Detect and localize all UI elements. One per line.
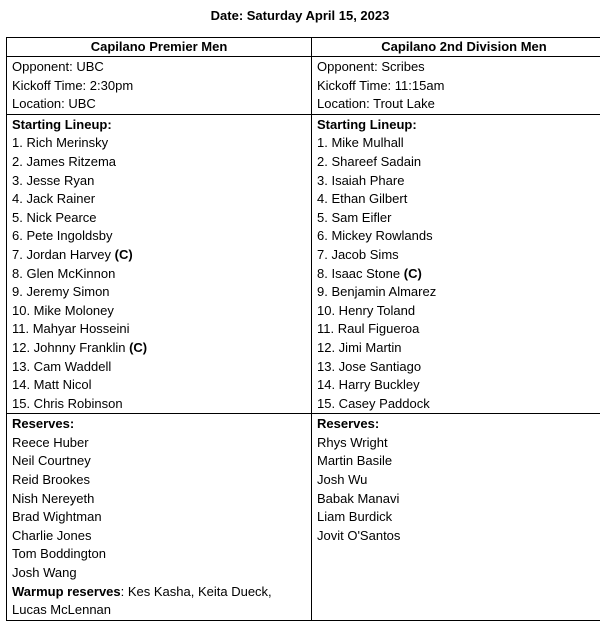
starting-lineup-2nd-division xyxy=(312,114,600,414)
warmup-reserves-label: Warmup reserves xyxy=(12,584,121,599)
player-item: 3. Jesse Ryan xyxy=(12,172,306,191)
reserve-item: Reece Huber xyxy=(12,434,306,453)
warmup-reserves-names: : Kes Kasha, Keita Dueck, Lucas McLennan xyxy=(12,584,272,618)
captain-badge: (C) xyxy=(115,247,133,262)
player-item: 3. Isaiah Phare xyxy=(317,172,600,191)
captain-badge: (C) xyxy=(404,266,422,281)
reserve-item: Martin Basile xyxy=(317,452,600,471)
player-item: 15. Chris Robinson xyxy=(12,395,306,414)
kickoff-text: Kickoff Time: 11:15am xyxy=(317,77,600,96)
player-item: 7. Jacob Sims xyxy=(317,246,600,265)
reserve-item: Neil Courtney xyxy=(12,452,306,471)
reserve-item: Charlie Jones xyxy=(12,527,306,546)
reserve-item: Reid Brookes xyxy=(12,471,306,490)
starting-lineup-label: Starting Lineup: xyxy=(12,116,306,135)
player-item: 15. Casey Paddock xyxy=(317,395,600,414)
reserves-label: Reserves: xyxy=(12,415,306,434)
reserve-item: Brad Wightman xyxy=(12,508,306,527)
lineup-table xyxy=(6,37,600,621)
reserve-item: Tom Boddington xyxy=(12,545,306,564)
reserve-item: Rhys Wright xyxy=(317,434,600,453)
reserves-premier xyxy=(7,414,312,621)
reserve-item: Babak Manavi xyxy=(317,490,600,509)
player-item: 5. Nick Pearce xyxy=(12,209,306,228)
player-item: 6. Mickey Rowlands xyxy=(317,227,600,246)
page-title: Date: Saturday April 15, 2023 xyxy=(0,8,600,23)
player-item: 5. Sam Eifler xyxy=(317,209,600,228)
match-info-2nd-division xyxy=(312,57,600,115)
player-item: 12. Johnny Franklin (C) xyxy=(12,339,306,358)
reserve-item: Josh Wang xyxy=(12,564,306,583)
player-item: 14. Matt Nicol xyxy=(12,376,306,395)
reserve-item: Liam Burdick xyxy=(317,508,600,527)
player-item: 7. Jordan Harvey (C) xyxy=(12,246,306,265)
player-item: 4. Ethan Gilbert xyxy=(317,190,600,209)
player-item: 10. Mike Moloney xyxy=(12,302,306,321)
reserve-item: Jovit O'Santos xyxy=(317,527,600,546)
starting-lineup-label: Starting Lineup: xyxy=(317,116,600,135)
player-item: 9. Jeremy Simon xyxy=(12,283,306,302)
opponent-text: Opponent: UBC xyxy=(12,58,306,77)
player-item: 8. Isaac Stone (C) xyxy=(317,265,600,284)
player-item: 1. Rich Merinsky xyxy=(12,134,306,153)
team-name-2nd-division: Capilano 2nd Division Men xyxy=(312,38,600,57)
location-text: Location: UBC xyxy=(12,95,306,114)
reserve-item: Nish Nereyeth xyxy=(12,490,306,509)
player-item: 9. Benjamin Almarez xyxy=(317,283,600,302)
player-item: 4. Jack Rainer xyxy=(12,190,306,209)
reserves-label: Reserves: xyxy=(317,415,600,434)
player-item: 2. Shareef Sadain xyxy=(317,153,600,172)
warmup-reserves xyxy=(12,583,306,620)
player-item: 2. James Ritzema xyxy=(12,153,306,172)
reserves-2nd-division xyxy=(312,414,600,621)
player-item: 6. Pete Ingoldsby xyxy=(12,227,306,246)
player-item: 12. Jimi Martin xyxy=(317,339,600,358)
player-item: 13. Jose Santiago xyxy=(317,358,600,377)
match-info-row xyxy=(7,57,600,115)
reserve-item: Josh Wu xyxy=(317,471,600,490)
player-item: 11. Mahyar Hosseini xyxy=(12,320,306,339)
player-item: 13. Cam Waddell xyxy=(12,358,306,377)
starting-lineup-premier xyxy=(7,114,312,414)
captain-badge: (C) xyxy=(129,340,147,355)
opponent-text: Opponent: Scribes xyxy=(317,58,600,77)
player-item: 8. Glen McKinnon xyxy=(12,265,306,284)
player-item: 1. Mike Mulhall xyxy=(317,134,600,153)
player-item: 10. Henry Toland xyxy=(317,302,600,321)
starting-lineup-row xyxy=(7,114,600,414)
kickoff-text: Kickoff Time: 2:30pm xyxy=(12,77,306,96)
team-header-row xyxy=(7,38,600,57)
player-item: 11. Raul Figueroa xyxy=(317,320,600,339)
match-info-premier xyxy=(7,57,312,115)
reserves-row xyxy=(7,414,600,621)
location-text: Location: Trout Lake xyxy=(317,95,600,114)
team-name-premier: Capilano Premier Men xyxy=(7,38,312,57)
player-item: 14. Harry Buckley xyxy=(317,376,600,395)
